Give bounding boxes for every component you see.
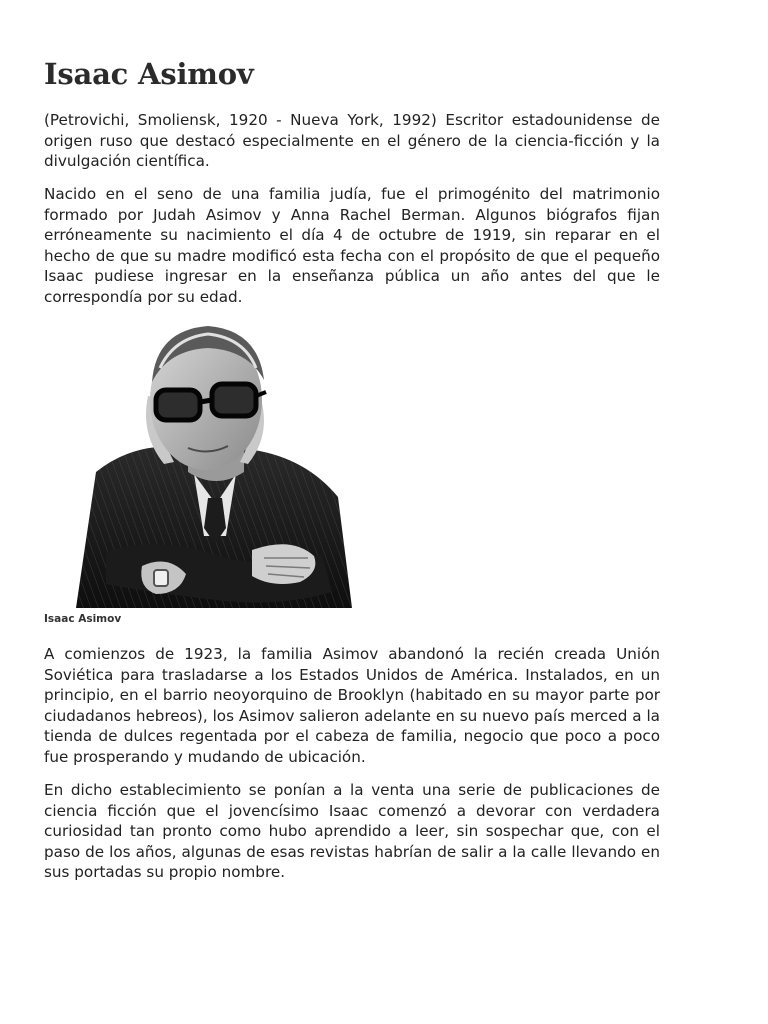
emigration-paragraph: A comienzos de 1923, la familia Asimov abandonó la recién creada Unión Soviética para trasladarse a los Estados Unidos de América. Instalados, en un principio, en el barrio neoyorquino de Brooklyn (habitado en su mayor parte por ciudadanos hebreos), los Asimov salieron adelante en su nuevo país merced a la tienda de dulces regentada por el cabeza de familia, negocio que poco a poco fue prosperando y mudando de ubicación. [44, 645, 660, 766]
science-fiction-paragraph: En dicho establecimiento se ponían a la venta una serie de publicaciones de ciencia ficción que el jovencísimo Isaac comenzó a devorar con verdadera curiosidad tan pronto como hubo aprendido a leer, sin sospechar que, con el paso de los años, algunas de esas revistas habrían de salir a la calle llevando en sus portadas su propio nombre. [44, 781, 660, 882]
page-title: Isaac Asimov [44, 57, 254, 91]
intro-paragraph: (Petrovichi, Smoliensk, 1920 - Nueva York, 1992) Escritor estadounidense de origen ruso que destacó especialmente en el género de la ciencia-ficción y la divulgación científica. [44, 111, 660, 171]
figure-caption: Isaac Asimov [44, 613, 122, 625]
birth-paragraph: Nacido en el seno de una familia judía, fue el primogénito del matrimonio formado por Judah Asimov y Anna Rachel Berman. Algunos biógrafos fijan erróneamente su nacimiento el día 4 de octubre de 1919, sin reparar en el hecho de que su madre modificó esta fecha con el propósito de que el pequeño Isaac pudiese ingresar en la enseñanza pública un año antes del que le correspondía por su edad. [44, 185, 660, 306]
portrait-photo [76, 322, 352, 608]
